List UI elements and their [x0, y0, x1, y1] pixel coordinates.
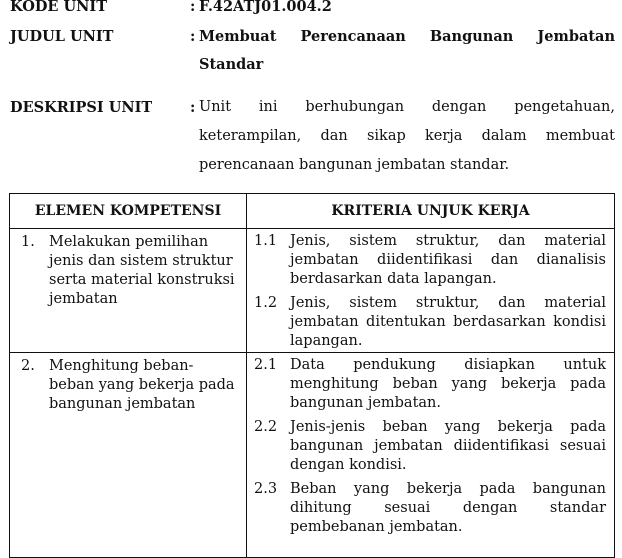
criteria-item — [248, 356, 613, 413]
table-row — [10, 229, 615, 353]
criteria-number: 2.1 — [254, 357, 278, 373]
criteria-text: Data pendukung disiapkan untuk menghitung beban yang bekerja pada bangunan jembatan. — [290, 357, 606, 411]
deskripsi-unit-label: DESKRIPSI UNIT — [10, 99, 153, 116]
kode-unit-row — [10, 0, 622, 15]
judul-unit-row — [10, 23, 622, 79]
element-cell — [10, 229, 247, 353]
criteria-text: Beban yang bekerja pada bangunan dihitung sesuai dengan standar pembebanan jembatan. — [290, 481, 606, 535]
deskripsi-unit-value: Unit ini berhubungan dengan pengetahuan, keterampilan, dan sikap kerja dalam membuat perencanaan bangunan jembatan standar. — [199, 99, 615, 173]
competency-table — [9, 193, 615, 558]
criteria-text: Jenis, sistem struktur, dan material jembatan diidentifikasi dan dianalisis berdasarkan data lapangan. — [290, 233, 606, 287]
deskripsi-unit-row — [10, 93, 622, 180]
element-cell — [10, 353, 247, 558]
unit-metadata — [10, 0, 622, 180]
colon: : — [190, 28, 196, 45]
kode-unit-label: KODE UNIT — [10, 0, 107, 15]
table-row — [10, 353, 615, 558]
judul-unit-label: JUDUL UNIT — [10, 28, 114, 45]
criteria-number: 2.2 — [254, 419, 278, 435]
colon: : — [190, 0, 196, 15]
element-number: 2. — [21, 358, 35, 374]
criteria-number: 1.1 — [254, 233, 278, 249]
criteria-cell — [247, 229, 615, 353]
criteria-number: 2.3 — [254, 481, 278, 497]
header-elemen-kompetensi: ELEMEN KOMPETENSI — [10, 194, 247, 229]
criteria-item — [248, 480, 613, 537]
element-text: Melakukan pemilihan jenis dan sistem struktur serta material konstruksi jembatan — [49, 234, 235, 307]
table-header-row — [10, 194, 615, 229]
element-text: Menghitung beban-beban yang bekerja pada bangunan jembatan — [49, 358, 235, 412]
header-kriteria-unjuk-kerja: KRITERIA UNJUK KERJA — [247, 194, 615, 229]
criteria-number: 1.2 — [254, 295, 278, 311]
criteria-text: Jenis-jenis beban yang bekerja pada bangunan jembatan diidentifikasi sesuai dengan kondisi. — [290, 419, 606, 473]
criteria-text: Jenis, sistem struktur, dan material jembatan ditentukan berdasarkan kondisi lapangan. — [290, 295, 606, 349]
criteria-cell — [247, 353, 615, 558]
colon: : — [190, 99, 196, 116]
element-number: 1. — [21, 234, 35, 250]
kode-unit-value: F.42ATJ01.004.2 — [199, 0, 332, 15]
criteria-item — [248, 294, 613, 351]
criteria-item — [248, 418, 613, 475]
judul-unit-value: Membuat Perencanaan Bangunan Jembatan Standar — [199, 28, 615, 73]
criteria-item — [248, 232, 613, 289]
